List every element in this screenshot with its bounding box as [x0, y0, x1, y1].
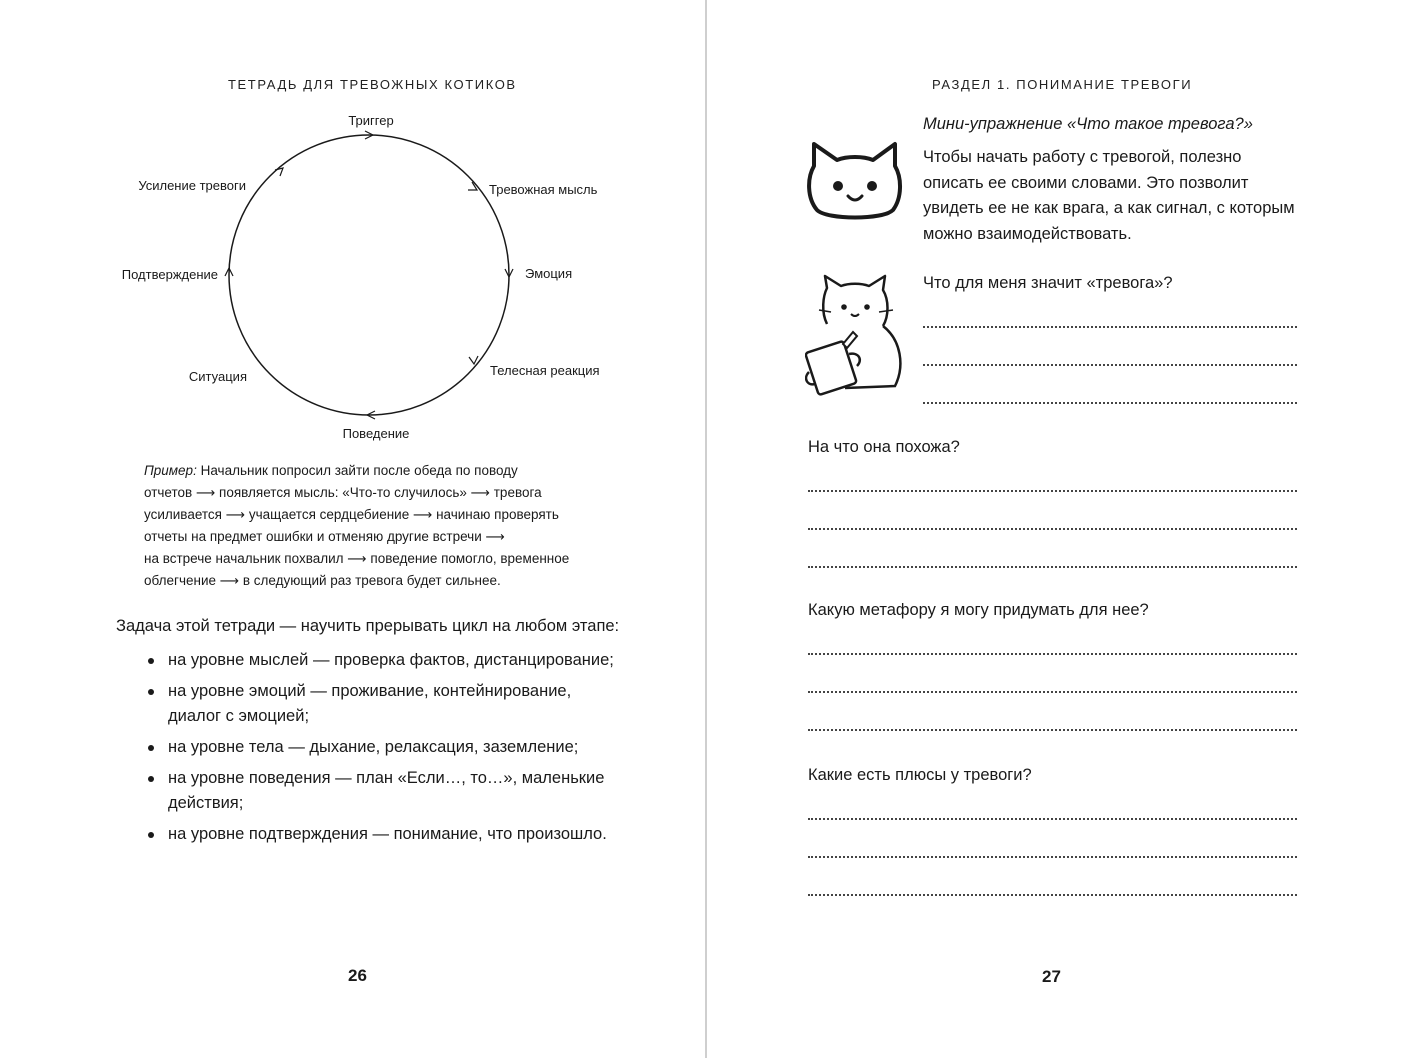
mini-exercise-title: Мини-упражнение «Что такое тревога?»	[923, 115, 1253, 133]
question-4: Какие есть плюсы у тревоги?	[808, 766, 1032, 784]
answer-line[interactable]	[808, 566, 1297, 568]
page-number: 27	[1042, 967, 1061, 986]
anxiety-cycle-diagram	[0, 0, 705, 460]
answer-line[interactable]	[923, 364, 1297, 366]
arrow-icon	[469, 356, 478, 364]
list-item: на уровне мыслей — проверка фактов, дистанцирование;	[146, 648, 616, 673]
example-line: Пример: Начальник попросил зайти после обеда по поводу	[144, 463, 518, 478]
example-line: облегчение ⟶ в следующий раз тревога будет сильнее.	[144, 573, 501, 588]
cycle-label-anxiety-increase: Усиление тревоги	[138, 178, 246, 193]
answer-line[interactable]	[808, 856, 1297, 858]
question-1: Что для меня значит «тревога»?	[923, 274, 1173, 292]
list-item: на уровне подтверждения — понимание, что произошло.	[146, 822, 616, 847]
answer-line[interactable]	[923, 326, 1297, 328]
cycle-label-trigger: Триггер	[348, 113, 394, 128]
answer-line[interactable]	[808, 528, 1297, 530]
question-2: На что она похожа?	[808, 438, 960, 456]
example-line: на встрече начальник похвалил ⟶ поведение помогло, временное	[144, 551, 570, 566]
cycle-label-confirmation: Подтверждение	[121, 267, 218, 282]
running-head: РАЗДЕЛ 1. ПОНИМАНИЕ ТРЕВОГИ	[932, 77, 1193, 92]
right-page	[707, 0, 1410, 1058]
question-3: Какую метафору я могу придумать для нее?	[808, 601, 1149, 619]
example-paragraph	[144, 460, 614, 592]
cycle-label-behavior: Поведение	[342, 426, 410, 441]
answer-line[interactable]	[808, 818, 1297, 820]
answer-line[interactable]	[808, 729, 1297, 731]
answer-line[interactable]	[808, 894, 1297, 896]
example-line: отчеты на предмет ошибки и отменяю другие встречи ⟶	[144, 529, 505, 544]
example-line: отчетов ⟶ появляется мысль: «Что-то случилось» ⟶ тревога	[144, 485, 542, 500]
list-item: на уровне эмоций — проживание, контейнирование, диалог с эмоцией;	[146, 679, 616, 729]
page-number: 26	[348, 966, 367, 985]
answer-line[interactable]	[808, 653, 1297, 655]
answer-line[interactable]	[808, 490, 1297, 492]
cycle-label-anxious-thought: Тревожная мысль	[489, 182, 598, 197]
list-item: на уровне поведения — план «Если…, то…», маленькие действия;	[146, 766, 616, 816]
cat-writing-icon	[805, 274, 915, 399]
mini-exercise-text: Чтобы начать работу с тревогой, полезно описать ее своими словами. Это позволит увидеть ее не как врага, а как сигнал, с которым можно взаимодействовать.	[923, 148, 1295, 243]
cat-face-icon	[805, 138, 905, 224]
example-label: Пример:	[144, 463, 197, 478]
cycle-circle	[229, 135, 509, 415]
cycle-label-body-reaction: Телесная реакция	[490, 363, 600, 378]
answer-line[interactable]	[808, 691, 1297, 693]
task-list	[146, 648, 616, 853]
arrow-icon	[275, 168, 283, 176]
example-line: усиливается ⟶ учащается сердцебиение ⟶ начинаю проверять	[144, 507, 559, 522]
cycle-label-situation: Ситуация	[188, 369, 247, 384]
running-head: ТЕТРАДЬ ДЛЯ ТРЕВОЖНЫХ КОТИКОВ	[228, 77, 517, 92]
cycle-label-emotion: Эмоция	[525, 266, 573, 281]
task-intro: Задача этой тетради — научить прерывать цикл на любом этапе:	[116, 617, 620, 635]
list-item: на уровне тела — дыхание, релаксация, заземление;	[146, 735, 616, 760]
answer-line[interactable]	[923, 402, 1297, 404]
